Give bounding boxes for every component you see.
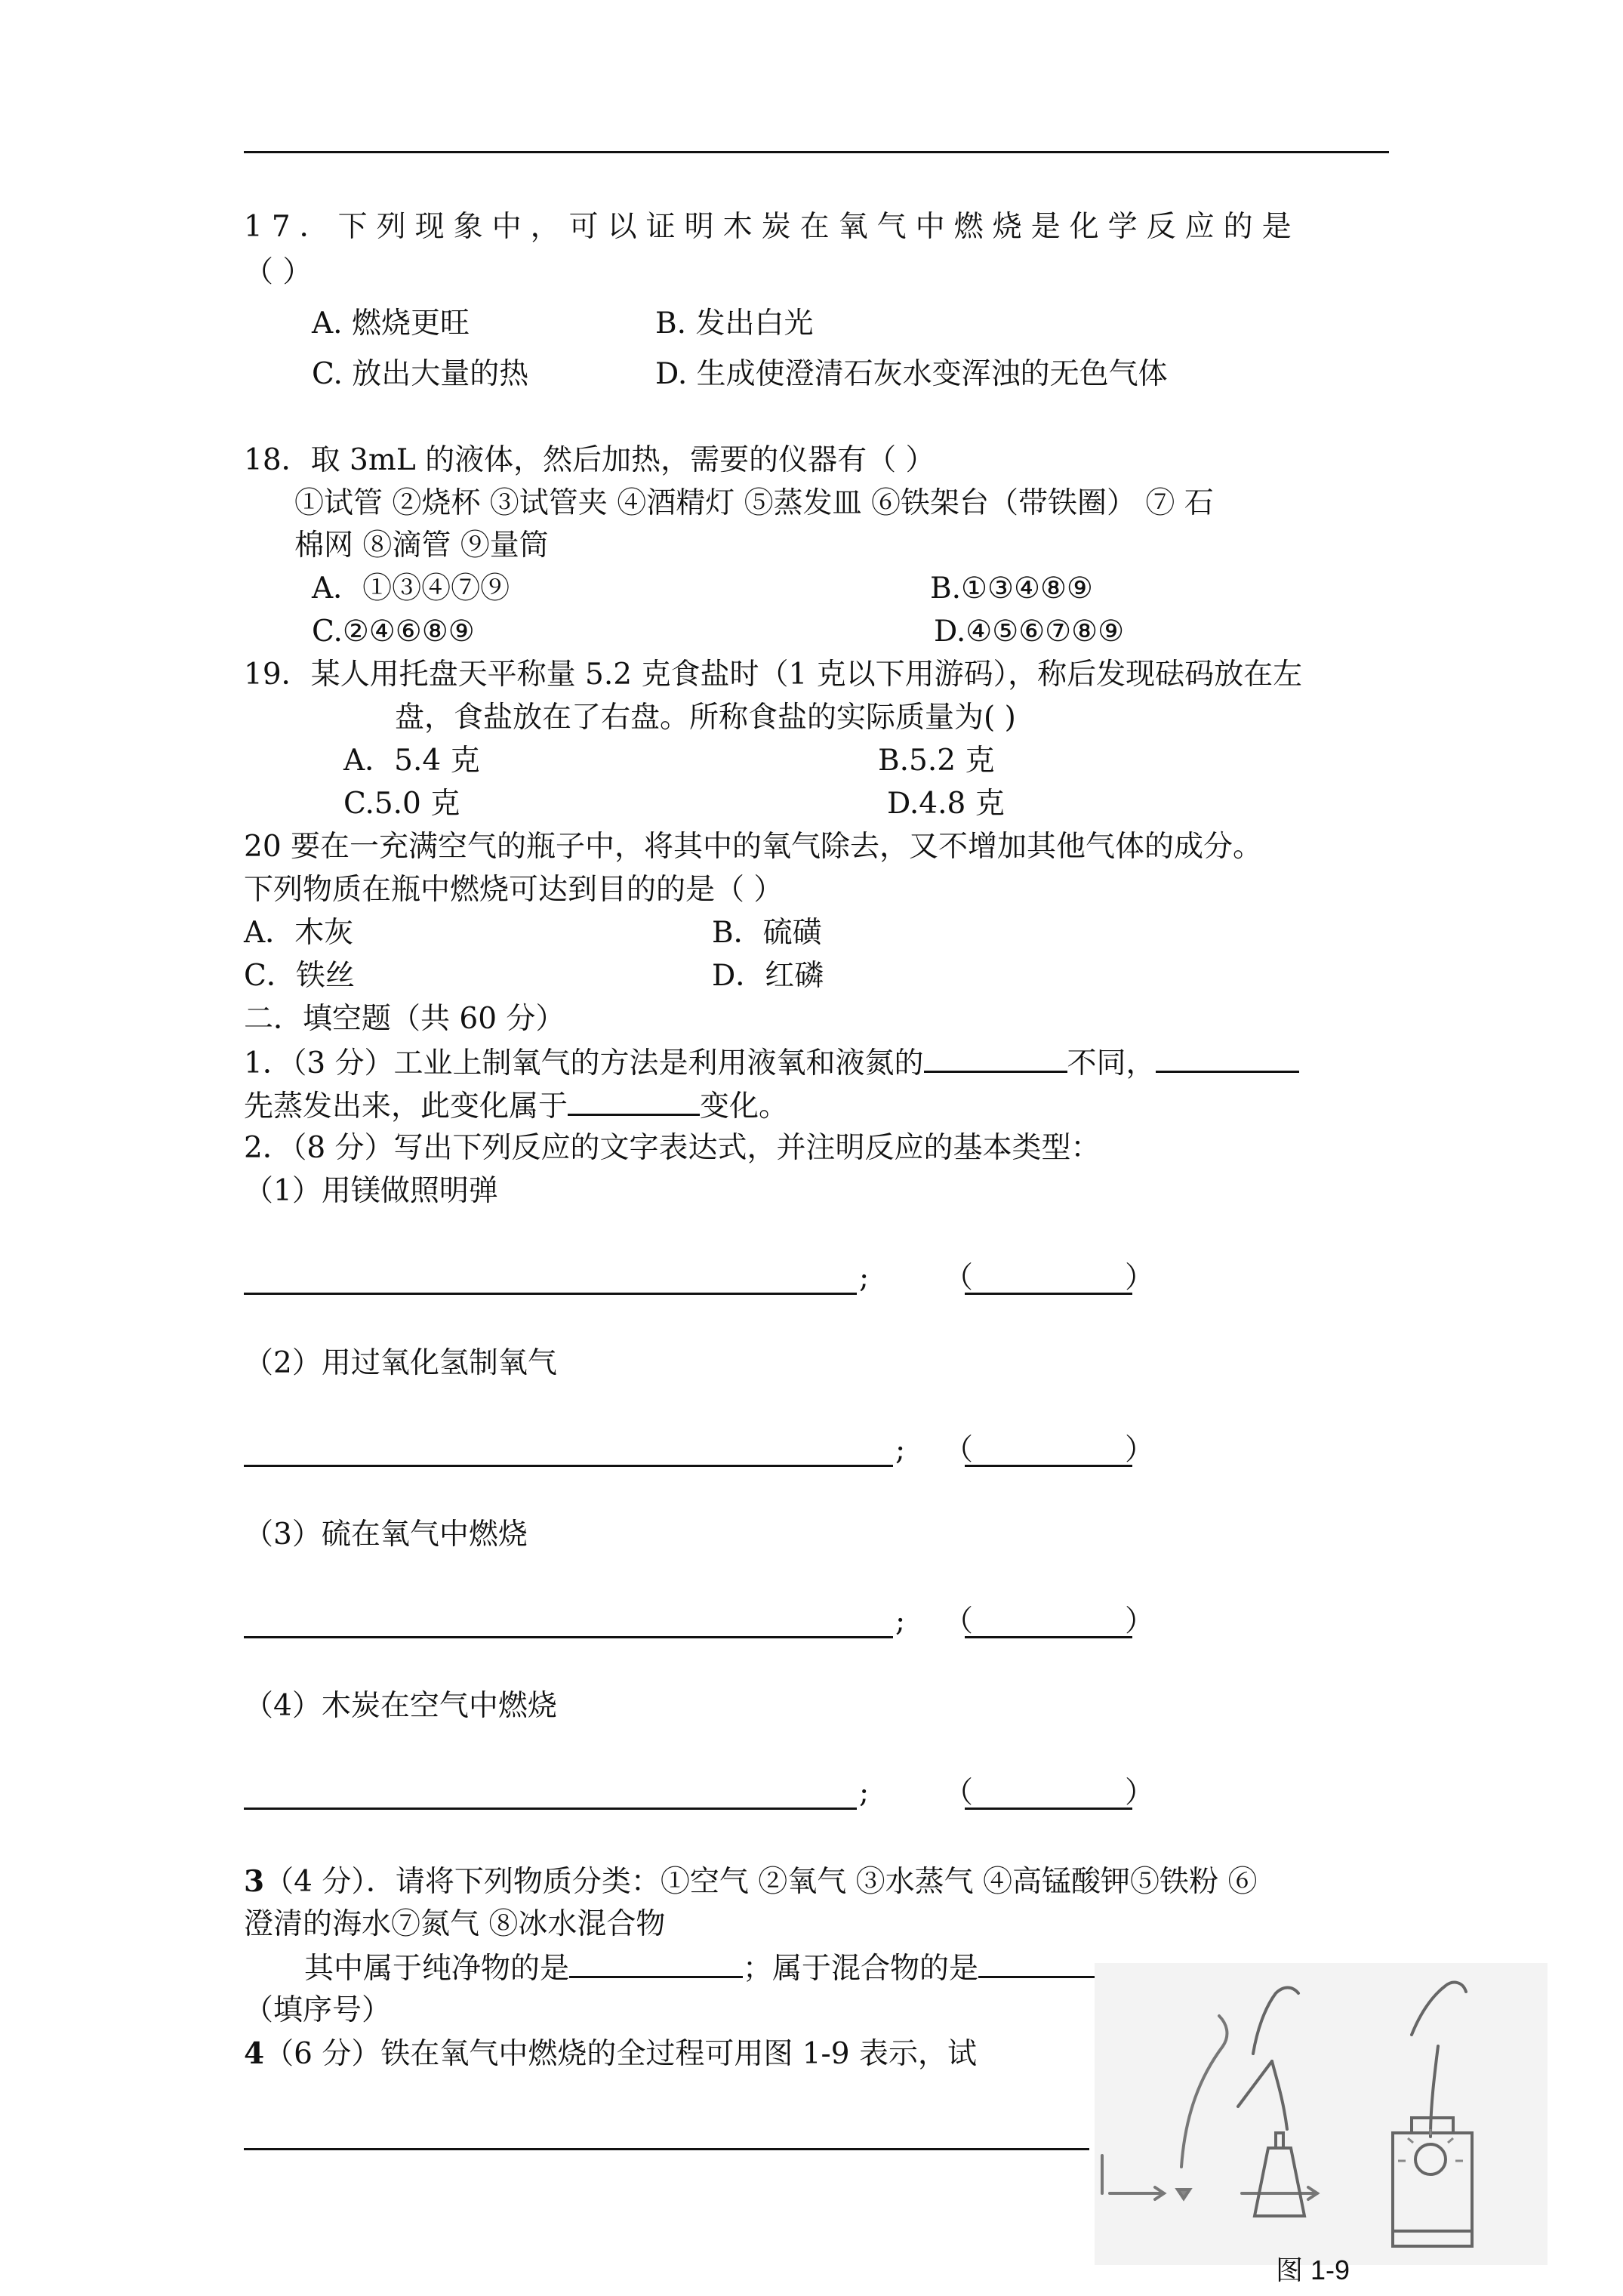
q18-items-line2: 棉网 ⑧滴管 ⑨量筒 [294,529,549,562]
f3-line2: 澄清的海水⑦氮气 ⑧冰水混合物 [244,1907,666,1941]
f1-blank-2[interactable] [1156,1043,1299,1073]
q17-option-a: A. 燃烧更旺 [312,307,470,341]
f3-pure-blank[interactable] [569,1949,743,1978]
f1-line1 [244,1043,1299,1083]
f2-part2-type-blank[interactable] [965,1465,1132,1467]
f4-number: 4 [244,2036,265,2071]
f2-part4-type-close: ） [1125,1776,1155,1810]
f3-line1 [244,1863,1257,1901]
q19-stem-line2: 盘，食盐放在了右盘。所称食盐的实际质量为( ) [395,701,1016,735]
q19-option-d: D.4.8 克 [887,787,1005,821]
q17-stem: 17．下列现象中，可以证明木炭在氧气中燃烧是化学反应的是 [244,210,1301,244]
f2-part2-type-close: ） [1125,1433,1155,1467]
f2-part4-semicolon: ; [859,1776,870,1810]
q18-option-a: A．①③④⑦⑨ [312,572,510,606]
q19-option-c: C.5.0 克 [343,787,460,821]
q17-option-c: C. 放出大量的热 [312,357,529,391]
f2-part3-answer-line[interactable] [244,1636,893,1638]
f2-part3-type-close: ） [1125,1604,1155,1638]
figure-caption: 图 1-9 [1276,2254,1350,2285]
f3-line1-text: （4 分）．请将下列物质分类：①空气 ②氧气 ③水蒸气 ④高锰酸钾⑤铁粉 ⑥ [264,1865,1258,1899]
figure-1-9 [1095,1963,1548,2265]
f3-line3 [304,1949,1181,1988]
f1-blank-1[interactable] [924,1043,1067,1073]
f4-line1 [244,2035,977,2073]
f3-line3-text-b: ；属于混合物的是 [743,1952,979,1986]
f2-part3-type-open: （ [944,1604,974,1638]
f2-part1-label: （1）用镁做照明弹 [244,1174,498,1208]
f1-line1-text-a: 1．（3 分）工业上制氧气的方法是利用液氧和液氮的 [244,1046,924,1080]
f2-part3-type-blank[interactable] [965,1636,1132,1638]
q17-option-b: B. 发出白光 [655,307,814,341]
f3-number: 3 [244,1864,265,1899]
f4-answer-line[interactable] [244,2148,1089,2150]
q19-option-a: A．5.4 克 [343,744,480,778]
f2-part1-type-close: ） [1125,1261,1155,1295]
f1-line2-text-a: 先蒸发出来，此变化属于 [244,1089,568,1123]
q20-option-d: D．红磷 [712,959,824,993]
f2-part1-answer-line[interactable] [244,1293,857,1295]
f3-line3-text-a: 其中属于纯净物的是 [304,1952,570,1986]
q18-option-c: C.②④⑥⑧⑨ [312,615,475,649]
q17-paren: （ ） [244,255,313,289]
q20-option-b: B．硫磺 [712,916,822,950]
f2-part2-semicolon: ; [895,1433,906,1467]
f2-part1-semicolon: ; [859,1261,870,1295]
f2-part3-semicolon: ; [895,1604,906,1638]
f1-line1-text-b: 不同， [1067,1046,1156,1080]
q18-option-b: B.①③④⑧⑨ [930,572,1093,606]
q18-option-d: D.④⑤⑥⑦⑧⑨ [934,615,1125,649]
f1-blank-3[interactable] [568,1086,700,1116]
f1-line2 [244,1086,788,1126]
q20-option-a: A．木灰 [244,916,354,950]
q20-stem-line2: 下列物质在瓶中燃烧可达到目的的是（ ） [244,873,784,907]
f2-part3-label: （3）硫在氧气中燃烧 [244,1518,528,1552]
q20-option-c: C．铁丝 [244,959,355,993]
q18-stem: 18．取 3mL 的液体，然后加热，需要的仪器有（ ） [244,443,935,477]
f2-part4-label: （4）木炭在空气中燃烧 [244,1689,557,1723]
f2-part4-type-open: （ [944,1776,974,1810]
f2-part2-type-open: （ [944,1433,974,1467]
f2-part4-type-blank[interactable] [965,1808,1132,1810]
q20-stem-line1: 20 要在一充满空气的瓶子中，将其中的氧气除去，又不增加其他气体的成分。 [244,830,1263,864]
f2-part4-answer-line[interactable] [244,1808,857,1810]
q19-option-b: B.5.2 克 [878,744,995,778]
f2-part2-label: （2）用过氧化氢制氧气 [244,1346,557,1380]
q19-stem-line1: 19．某人用托盘天平称量 5.2 克食盐时（1 克以下用游码），称后发现砝码放在左 [244,658,1303,692]
f2-part2-answer-line[interactable] [244,1465,893,1467]
f2-part1-type-blank[interactable] [965,1293,1132,1295]
top-rule [244,151,1389,153]
figure-1-9-illustration [1095,1963,1548,2265]
q17-option-d: D. 生成使澄清石灰水变浑浊的无色气体 [655,357,1168,391]
f2-part1-type-open: （ [944,1261,974,1295]
f3-line4: （填序号） [244,1993,392,2027]
f2-stem: 2．（8 分）写出下列反应的文字表达式，并注明反应的基本类型： [244,1131,1101,1165]
f4-line1-text: （6 分）铁在氧气中燃烧的全过程可用图 1-9 表示，试 [264,2037,977,2071]
f1-line2-text-b: 变化。 [700,1089,789,1123]
q18-items-line1: ①试管 ②烧杯 ③试管夹 ④酒精灯 ⑤蒸发皿 ⑥铁架台（带铁圈） ⑦ 石 [294,486,1214,520]
section-title: 二．填空题（共 60 分） [244,1002,565,1036]
